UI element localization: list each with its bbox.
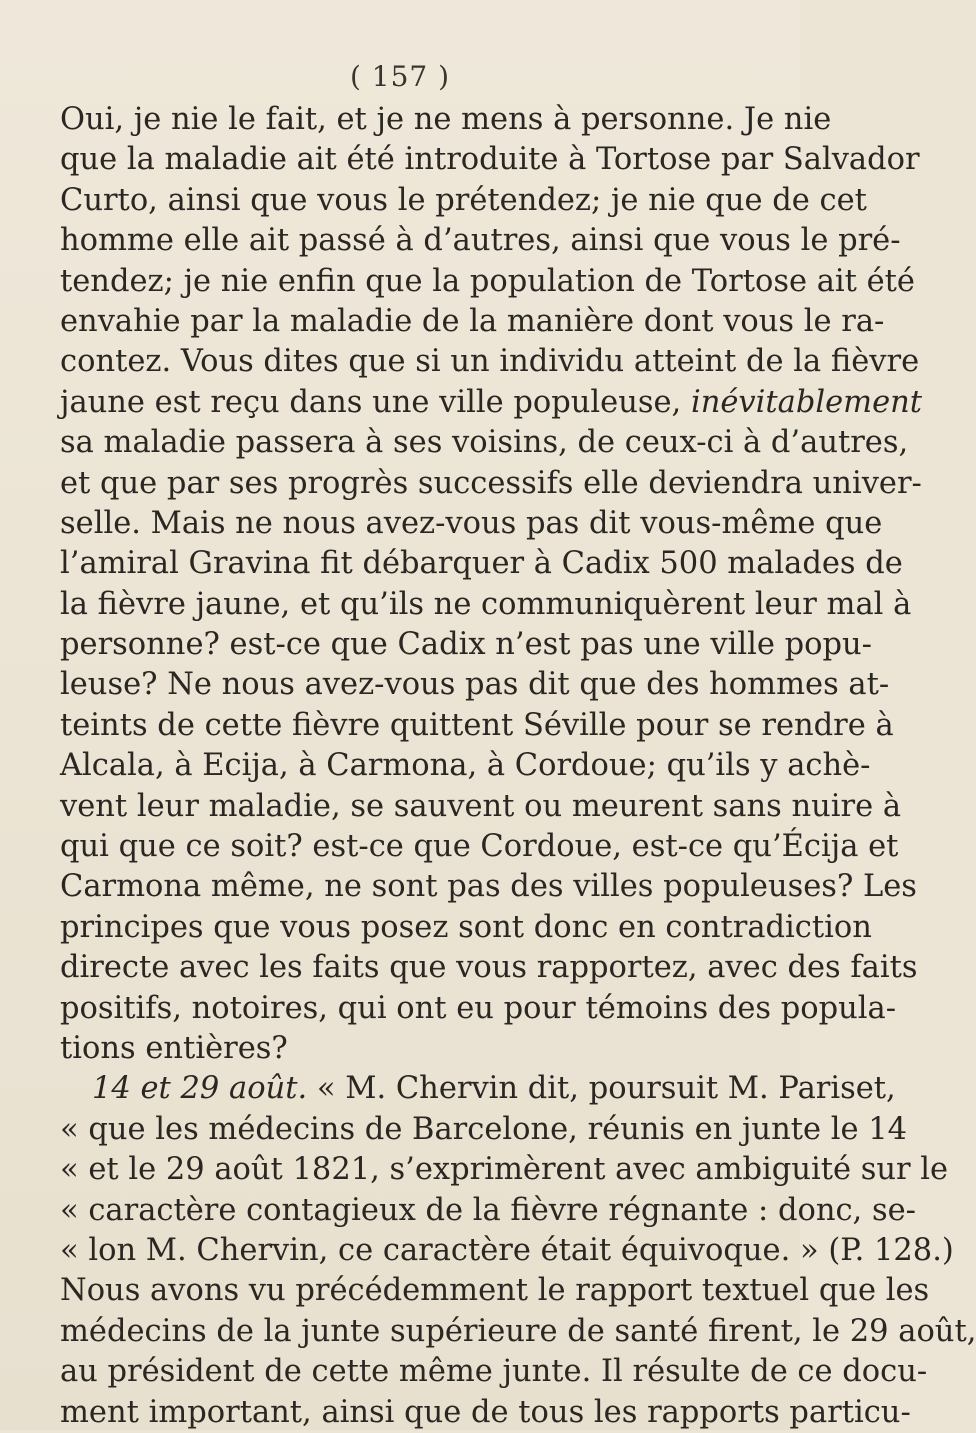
text-line: tendez; je nie enfin que la population de Tortose ait été <box>60 263 915 299</box>
text-line: leuse? Ne nous avez-vous pas dit que des hommes at- <box>60 667 890 703</box>
text-line: contez. Vous dites que si un individu atteint de la fièvre <box>60 344 920 380</box>
body-text <box>60 100 976 1433</box>
text-line: l’amiral Gravina fit débarquer à Cadix 500 malades de <box>60 546 903 582</box>
emphasis-inevitablement: inévitablement <box>690 384 923 420</box>
text-segment: « M. Chervin dit, poursuit M. Pariset, <box>316 1071 896 1107</box>
text-line: Carmona même, ne sont pas des villes populeuses? Les <box>60 869 917 905</box>
text-line: qui que ce soit? est-ce que Cordoue, est-ce qu’Écija et <box>60 829 899 865</box>
text-line: homme elle ait passé à d’autres, ainsi que vous le pré- <box>60 223 901 259</box>
text-line: sa maladie passera à ses voisins, de ceux-ci à d’autres, <box>60 425 909 461</box>
text-line-with-emphasis <box>60 383 923 423</box>
text-line: « que les médecins de Barcelone, réunis en junte le 14 <box>60 1111 908 1147</box>
text-line: ment important, ainsi que de tous les rapports particu- <box>60 1394 911 1430</box>
text-line: principes que vous posez sont donc en contradiction <box>60 909 872 945</box>
text-line: au président de cette même junte. Il résulte de ce docu- <box>60 1354 928 1390</box>
text-line: envahie par la maladie de la manière dont vous le ra- <box>60 303 885 339</box>
text-line: la fièvre jaune, et qu’ils ne communiquèrent leur mal à <box>60 586 912 622</box>
text-line: que la maladie ait été introduite à Tortose par Salvador <box>60 142 920 178</box>
text-line: personne? est-ce que Cadix n’est pas une ville popu- <box>60 627 872 663</box>
text-line: vent leur maladie, se sauvent ou meurent sans nuire à <box>60 788 902 824</box>
text-line: « caractère contagieux de la fièvre régnante : donc, se- <box>60 1192 916 1228</box>
text-line-with-date <box>60 1069 896 1109</box>
text-line: selle. Mais ne nous avez-vous pas dit vous-même que <box>60 505 883 541</box>
text-line: et que par ses progrès successifs elle deviendra univer- <box>60 465 922 501</box>
page-number: ( 157 ) <box>349 60 451 93</box>
text-line: « et le 29 août 1821, s’exprimèrent avec ambiguité sur le <box>60 1152 949 1188</box>
date-heading: 14 et 29 août. <box>92 1071 308 1107</box>
text-line: Alcala, à Ecija, à Carmona, à Cordoue; qu’ils y achè- <box>60 748 871 784</box>
text-line: Curto, ainsi que vous le prétendez; je nie que de cet <box>60 182 867 218</box>
text-line: positifs, notoires, qui ont eu pour témoins des popula- <box>60 990 897 1026</box>
text-line: tions entières? <box>60 1030 288 1066</box>
text-line: « lon M. Chervin, ce caractère était équivoque. » (P. 128.) <box>60 1232 954 1268</box>
text-line: Nous avons vu précédemment le rapport textuel que les <box>60 1273 930 1309</box>
text-segment: jaune est reçu dans une ville populeuse, <box>60 384 682 420</box>
text-line: Oui, je nie le fait, et je ne mens à personne. Je nie <box>60 102 832 137</box>
text-line: teints de cette fièvre quittent Séville pour se rendre à <box>60 707 894 743</box>
text-line: médecins de la junte supérieure de santé firent, le 29 août, <box>60 1313 976 1349</box>
text-line: directe avec les faits que vous rapportez, avec des faits <box>60 950 918 986</box>
